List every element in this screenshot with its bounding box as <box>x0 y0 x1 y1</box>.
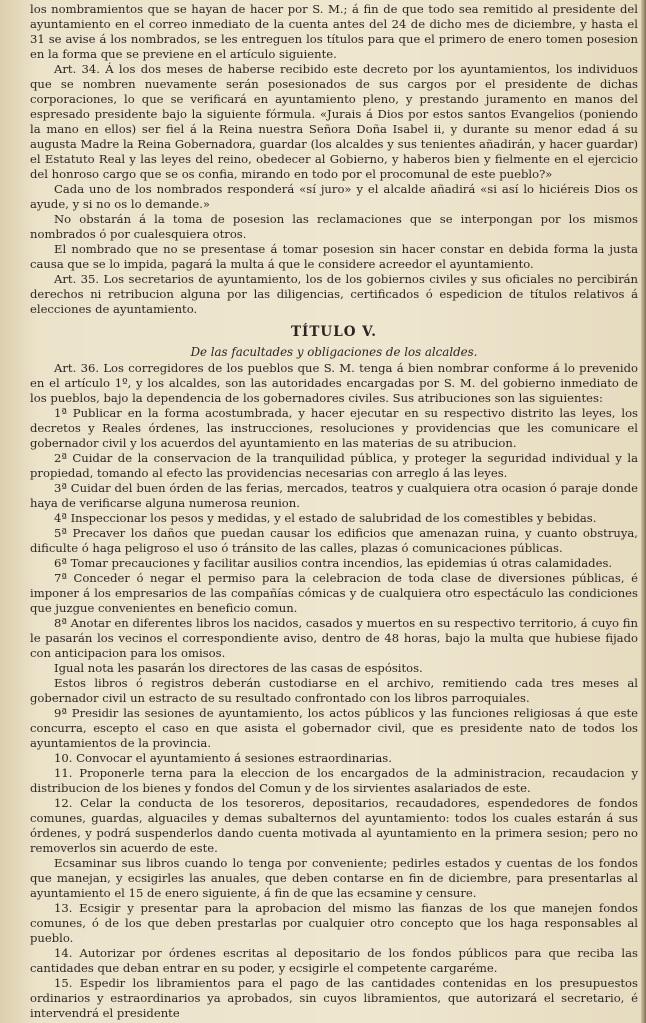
item-8-note: Igual nota les pasarán los directores de las casas de espósitos. <box>54 661 423 675</box>
item-7: 7ª Conceder ó negar el permiso para la celebracion de toda clase de diversiones públicas, é imponer á los empresarios de las compañías cómicas y de cualquiera otro espectáculo las condiciones que juzgue convenientes en beneficio comun. <box>30 571 638 615</box>
reclamations-paragraph: No obstarán á la toma de posesion las reclamaciones que se interpongan por los mismos nombrados ó por cualesquiera otros. <box>30 212 638 241</box>
item-8-registers: Estos libros ó registros deberán custodiarse en el archivo, remitiendo cada tres meses al gobernador civil un estracto de su resultado confrontado con los libros parroquiales. <box>30 676 638 705</box>
item-11: 11. Proponerle terna para la eleccion de los encargados de la administracion, recaudacion y distribucion de los bienes y fondos del Comun y de los sirvientes asalariados de este. <box>30 766 638 795</box>
oath-response: Cada uno de los nombrados responderá «sí juro» y el alcalde añadirá «si así lo hiciéreis Dios os ayude, y si no os lo demande.» <box>30 182 638 211</box>
text-column <box>30 2 638 1021</box>
section-title: TÍTULO V. <box>291 324 377 340</box>
fine-paragraph: El nombrado que no se presentase á tomar posesion sin hacer constar en debida forma la justa causa que se lo impida, pagará la multa á que le considere acreedor el ayuntamiento. <box>30 242 638 271</box>
item-13: 13. Ecsigir y presentar para la aprobacion del mismo las fianzas de los que manejen fondos comunes, ó de los que deben prestarlas por cualquier otro concepto que los haga responsables al pueblo. <box>30 901 638 945</box>
article-34: Art. 34. Á los dos meses de haberse recibido este decreto por los ayuntamientos, los individuos que se nombren nuevamente serán posesionados de sus cargos por el presidente de dichas corporaciones, lo que se verificará en ayuntamiento pleno, y prestando juramento en manos del espresado presidente bajo la siguiente fórmula. «Jurais á Dios por estos santos Evangelios (poniendo la mano en ellos) ser fiel á la Reina nuestra Señora Doña Isabel ii, y durante su menor edad á su augusta Madre la Reina Gobernadora, guardar (los alcaldes y sus tenientes añadirán, y hacer guardar) el Estatuto Real y las leyes del reino, obedecer al Gobierno, y haberos bien y fielmente en el ejercicio del honroso cargo que se os confia, mirando en todo por el procomunal de este pueblo?» <box>30 62 638 181</box>
item-14: 14. Autorizar por órdenes escritas al depositario de los fondos públicos para que reciba las cantidades que deban entrar en su poder, y ecsigirle el competente cargaréme. <box>30 946 638 975</box>
item-3: 3ª Cuidar del buen órden de las ferias, mercados, teatros y cualquiera otra ocasion ó paraje donde haya de verificarse alguna numerosa reunion. <box>30 481 638 510</box>
section-subtitle: De las facultades y obligaciones de los alcaldes. <box>190 345 478 359</box>
item-8: 8ª Anotar en diferentes libros los nacidos, casados y muertos en su respectivo territorio, á cuyo fin le pasarán los vecinos el correspondiente aviso, dentro de 48 horas, bajo la multa que hubiese fijado con anticipacion para los omisos. <box>30 616 638 660</box>
paragraph-continuation: los nombramientos que se hayan de hacer por S. M.; á fin de que todo sea remitido al presidente del ayuntamiento en el correo inmediato de la cuenta antes del 24 de dicho mes de diciembre, y hasta el 31 se avise á los nombrados, se les entreguen los títulos para que el primero de enero tomen posesion en la forma que se previene en el artículo siguiente. <box>30 2 638 61</box>
item-4: 4ª Inspeccionar los pesos y medidas, y el estado de salubridad de los comestibles y bebidas. <box>54 511 597 525</box>
item-9: 9ª Presidir las sesiones de ayuntamiento, los actos públicos y las funciones religiosas á que este concurra, escepto el caso en que asista el gobernador civil, que es presidente nato de todos los ayuntamientos de la provincia. <box>30 706 638 750</box>
item-10: 10. Convocar el ayuntamiento á sesiones estraordinarias. <box>54 751 392 765</box>
item-1: 1ª Publicar en la forma acostumbrada, y hacer ejecutar en su respectivo distrito las leyes, los decretos y Reales órdenes, las instrucciones, resoluciones y providencias que les comunicare el gobernador civil y los acuerdos del ayuntamiento en las materias de su atribucion. <box>30 406 638 450</box>
item-2: 2ª Cuidar de la conservacion de la tranquilidad pública, y proteger la seguridad individual y la propiedad, tomando al efecto las providencias necesarias con arreglo á las leyes. <box>30 451 638 480</box>
item-6: 6ª Tomar precauciones y facilitar ausilios contra incendios, las epidemias ú otras calamidades. <box>54 556 613 570</box>
article-35: Art. 35. Los secretarios de ayuntamiento, los de los gobiernos civiles y sus oficiales no percibirán derechos ni retribucion alguna por las diligencias, certificados ó espedicion de títulos relativos á elecciones de ayuntamiento. <box>30 272 638 316</box>
item-15: 15. Espedir los libramientos para el pago de las cantidades contenidas en los presupuestos ordinarios y estraordinarios ya aprobados, sin cuyos libramientos, que autorizará el secretario, é intervendrá el presidente <box>30 976 638 1020</box>
item-5: 5ª Precaver los daños que puedan causar los edificios que amenazan ruina, y cuanto obstruya, dificulte ó haga peligroso el uso ó tránsito de las calles, plazas ó comunicaciones públicas. <box>30 526 638 555</box>
article-36: Art. 36. Los corregidores de los pueblos que S. M. tenga á bien nombrar conforme á lo prevenido en el artículo 1º, y los alcaldes, son las autoridades encargadas por S. M. del gobierno inmediato de los pueblos, bajo la dependencia de los gobernadores civiles. Sus atribuciones son las siguientes: <box>30 361 638 405</box>
page-edge-shadow <box>641 0 646 1023</box>
item-12-books: Ecsaminar sus libros cuando lo tenga por conveniente; pedirles estados y cuentas de los fondos que manejan, y ecsigirles las anuales, que deben contarse en fin de diciembre, para presentarlas al ayuntamiento el 15 de enero siguiente, á fin de que las ecsamine y censure. <box>30 856 638 900</box>
item-12: 12. Celar la conducta de los tesoreros, depositarios, recaudadores, espendedores de fondos comunes, guardas, alguaciles y demas subalternos del ayuntamiento: todos los cuales estarán á sus órdenes, y podrá suspenderlos dando cuenta motivada al ayuntamiento en la primera sesion; pero no removerlos sin acuerdo de este. <box>30 796 638 855</box>
